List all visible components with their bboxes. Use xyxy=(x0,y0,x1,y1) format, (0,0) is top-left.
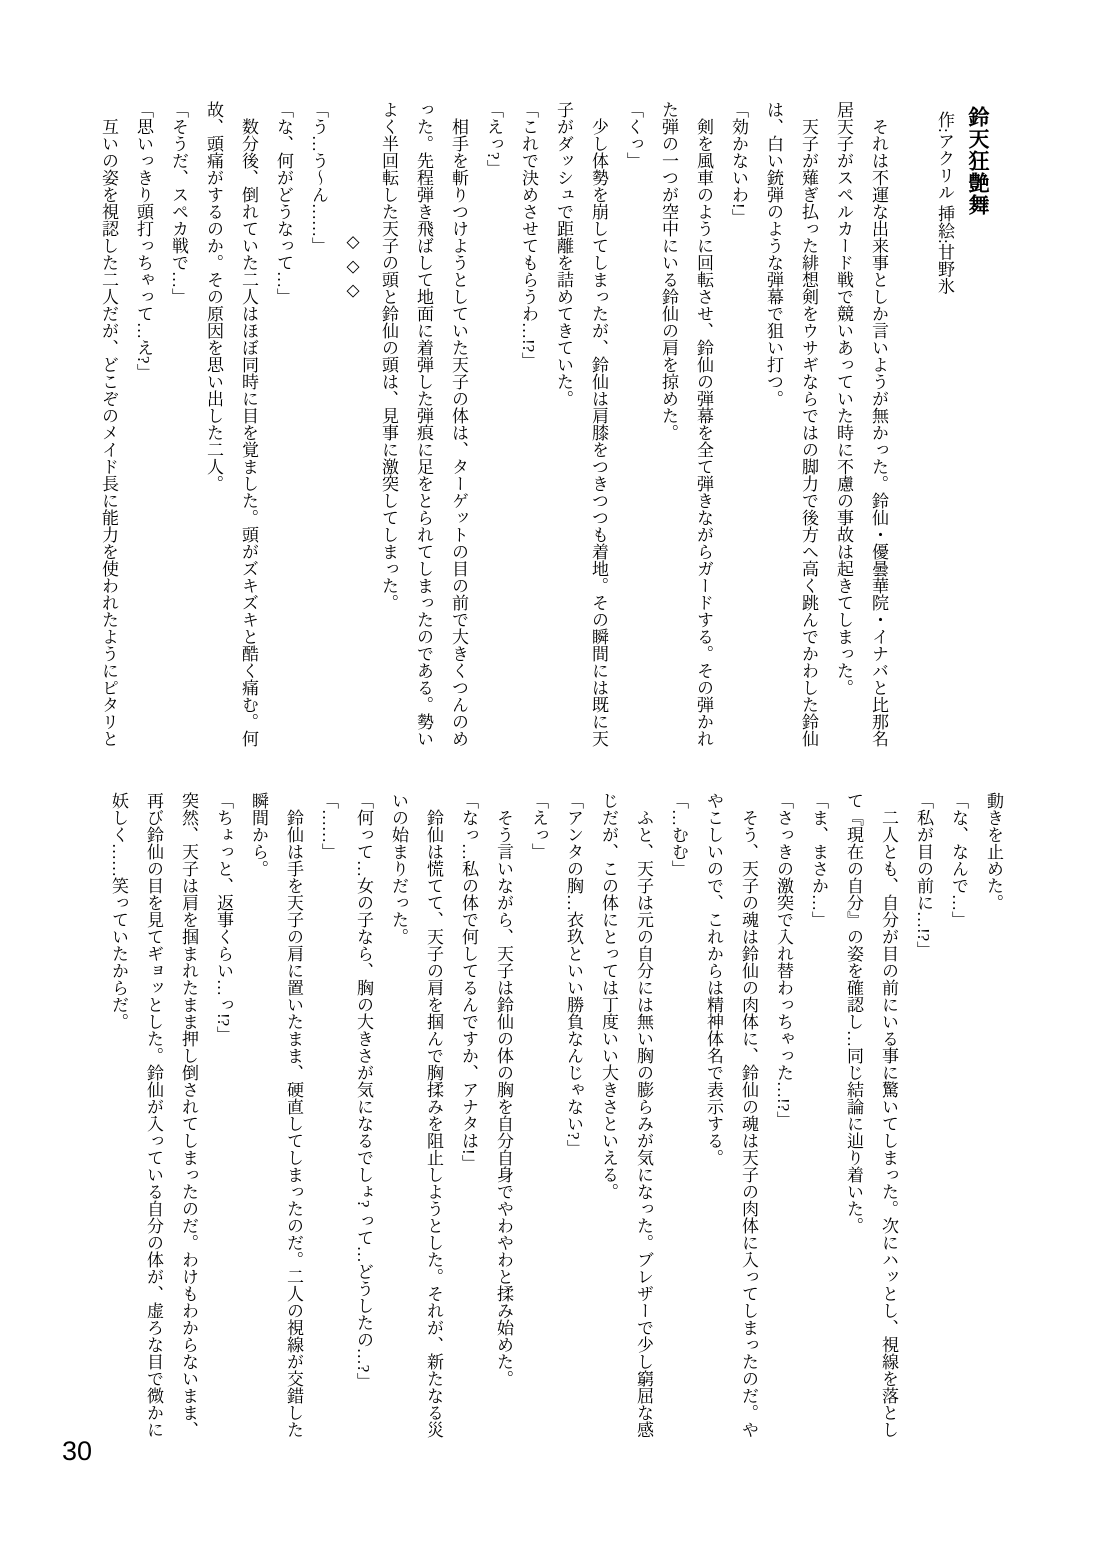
paragraph: そう言いながら、天子は鈴仙の体の胸を自分自身でやわやわと揉み始めた。 xyxy=(494,809,513,1387)
paragraph: 動きを止めた。 xyxy=(984,792,1003,911)
paragraph: 互いの姿を視認した二人だが、どこぞのメイド長に能力を使われたようにピタリと xyxy=(99,118,118,747)
dialogue-line: 「何って…女の子なら、胸の大きさが気になるでしょ? って…どうしたの…?」 xyxy=(354,792,373,1390)
dialogue-line: 「な、何がどうなって…」 xyxy=(274,101,293,305)
paragraph: 数分後、倒れていた二人はほぼ同時に目を覚ました。頭がズキズキと酷く痛む。何故、頭痛がするのか。その原因を思い出した二人。 xyxy=(204,101,258,747)
page-number: 30 xyxy=(62,1436,93,1466)
paragraph: 二人とも、自分が目の前にいる事に驚いてしまった。次にハッとし、視線を落として『現在の自分』の姿を確認し…同じ結論に辿り着いた。 xyxy=(844,792,898,1438)
story-text-block-top xyxy=(91,101,896,751)
dialogue-line: 「思いっきり頭打っちゃって…え?」 xyxy=(134,101,153,381)
dialogue-line: 「さっきの激突で入れ替わっちゃった…!?」 xyxy=(774,792,793,1129)
dialogue-line: 「そうだ、スペカ戦で…」 xyxy=(169,101,188,305)
dialogue-line: 「効かないわ!」 xyxy=(729,101,748,226)
story-text-block-bottom xyxy=(101,792,1011,1442)
paragraph: そう、天子の魂は鈴仙の肉体に、鈴仙の魂は天子の肉体に入ってしまったのだ。ややこしいので、これからは精神体名で表示する。 xyxy=(704,792,758,1438)
dialogue-line: 「なっ…私の体で何してるんですか、アナタは!」 xyxy=(459,792,478,1172)
paragraph: 少し体勢を崩してしまったが、鈴仙は肩膝をつきつつも着地。その瞬間には既に天子がダッシュで距離を詰めてきていた。 xyxy=(554,101,608,747)
author-credits: 作:アクリル 挿絵:甘野氷 xyxy=(935,111,954,295)
paragraph: 天子が薙ぎ払った緋想剣をウサギならではの脚力で後方へ高く跳んでかわした鈴仙は、白い銃弾のような弾幕で狙い打つ。 xyxy=(764,101,818,747)
dialogue-line: 「私が目の前に…!?」 xyxy=(914,792,933,959)
dialogue-line: 「……」 xyxy=(319,792,338,860)
dialogue-line: 「う…う〜ん……」 xyxy=(309,101,328,254)
paragraph: それは不運な出来事としか言いようが無かった。鈴仙・優曇華院・イナバと比那名居天子がスペルカード戦で競いあっていた時に不慮の事故は起きてしまった。 xyxy=(834,101,888,747)
dialogue-line: 「くっ」 xyxy=(624,101,643,169)
dialogue-line: 「ちょっと、返事くらい…っ!?」 xyxy=(214,792,233,1044)
dialogue-line: 「な、なんで…」 xyxy=(949,792,968,928)
scene-divider: ◇ ◇ ◇ xyxy=(344,232,363,301)
dialogue-line: 「…むむ」 xyxy=(669,792,688,877)
dialogue-line: 「これで決めさせてもらうわ…!?」 xyxy=(519,101,538,370)
dialogue-line: 「ま、まさか…」 xyxy=(809,792,828,928)
paragraph: 突然、天子は肩を掴まれたまま押し倒されてしまったのだ。わけもわからないまま、再び鈴仙の目を見てギョッとした。鈴仙が入っている自分の体が、虚ろな目で微かに妖しく……笑っていたからだ。 xyxy=(109,792,198,1438)
dialogue-line: 「えっ?」 xyxy=(484,101,503,177)
paragraph: 剣を風車のように回転させ、鈴仙の弾幕を全て弾きながらガードする。その弾かれた弾の一つが空中にいる鈴仙の肩を掠めた。 xyxy=(659,101,713,747)
paragraph: 鈴仙は手を天子の肩に置いたまま、硬直してしまったのだ。二人の視線が交錯した瞬間から。 xyxy=(249,792,303,1438)
paragraph: 相手を斬りつけようとしていた天子の体は、ターゲットの目の前で大きくつんのめった。先程弾き飛ばして地面に着弾した弾痕に足をとられてしまったのである。勢いよく半回転した天子の頭と鈴仙の頭は、見事に激突してしまった。 xyxy=(379,101,468,747)
paragraph: ふと、天子は元の自分には無い胸の膨らみが気になった。ブレザーで少し窮屈な感じだが、この体にとっては丁度いい大きさといえる。 xyxy=(599,792,653,1438)
page-title: 鈴天狂艶舞 xyxy=(965,106,989,216)
dialogue-line: 「アンタの胸…衣玖といい勝負なんじゃない?」 xyxy=(564,792,583,1157)
paragraph: 鈴仙は慌てて、天子の肩を掴んで胸揉みを阻止しようとした。それが、新たなる災いの始まりだった。 xyxy=(389,792,443,1438)
dialogue-line: 「えっ」 xyxy=(529,792,548,860)
